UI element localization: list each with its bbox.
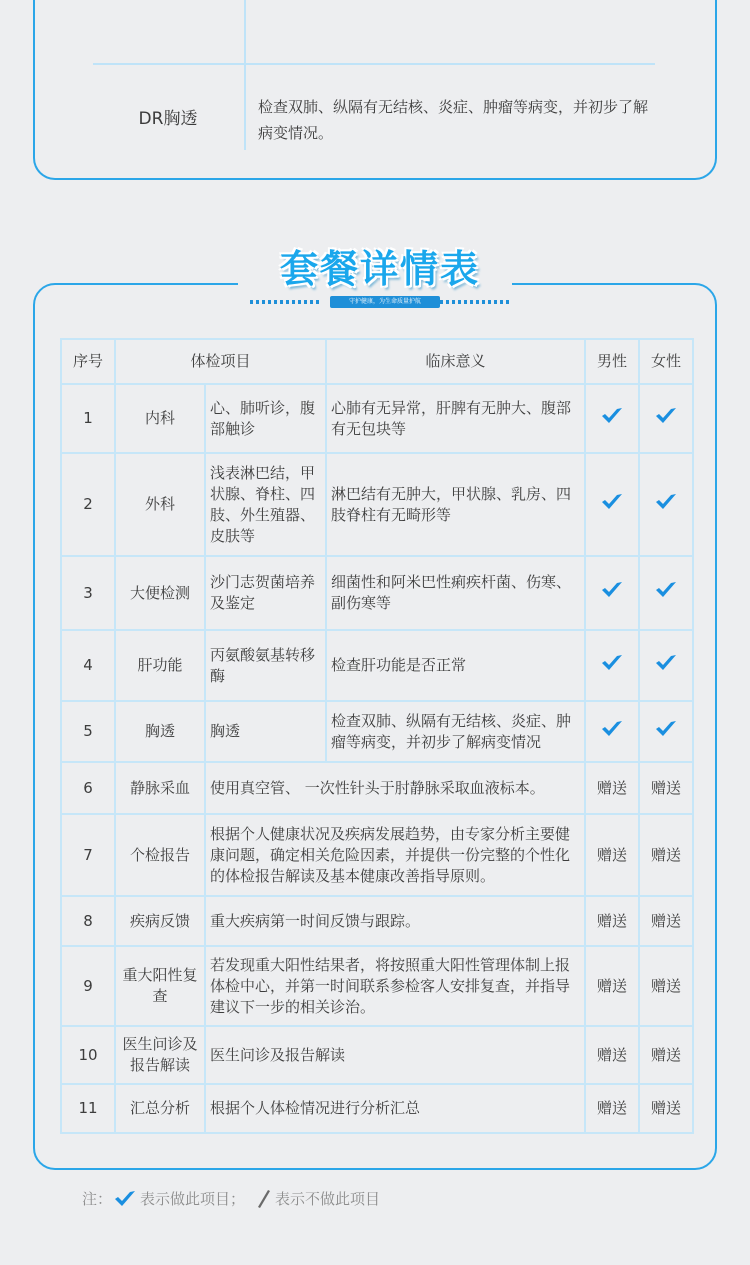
row-female: 赠送 — [639, 896, 693, 946]
row-item: 医生问诊及报告解读 — [205, 1026, 585, 1084]
top-divider-vertical — [244, 0, 246, 150]
table-row — [61, 814, 693, 896]
row-item: 若发现重大阳性结果者，将按照重大阳性管理体制上报体检中心，并第一时间联系参检客人安排复查，并指导建议下一步的相关诊治。 — [205, 946, 585, 1026]
check-icon — [655, 492, 677, 512]
table-row — [61, 701, 693, 762]
row-no: 6 — [61, 762, 115, 814]
row-no: 4 — [61, 630, 115, 701]
row-female — [639, 630, 693, 701]
row-no: 8 — [61, 896, 115, 946]
title-stripes-left — [250, 300, 320, 304]
row-male: 赠送 — [585, 762, 639, 814]
row-category: 汇总分析 — [115, 1084, 205, 1133]
row-item: 重大疾病第一时间反馈与跟踪。 — [205, 896, 585, 946]
row-male: 赠送 — [585, 814, 639, 896]
row-female — [639, 453, 693, 556]
row-category: 个检报告 — [115, 814, 205, 896]
row-no: 3 — [61, 556, 115, 630]
row-male: 赠送 — [585, 896, 639, 946]
check-icon — [601, 406, 623, 426]
header-female: 女性 — [639, 339, 693, 384]
note-prefix: 注： — [82, 1190, 113, 1208]
top-card — [33, 0, 717, 180]
row-no: 10 — [61, 1026, 115, 1084]
row-category: 大便检测 — [115, 556, 205, 630]
row-male: 赠送 — [585, 1026, 639, 1084]
header-no: 序号 — [61, 339, 115, 384]
check-icon — [601, 719, 623, 739]
header-meaning: 临床意义 — [326, 339, 585, 384]
table-row — [61, 1084, 693, 1133]
row-category: 静脉采血 — [115, 762, 205, 814]
row-female: 赠送 — [639, 1026, 693, 1084]
row-male: 赠送 — [585, 946, 639, 1026]
row-male — [585, 384, 639, 453]
table-row — [61, 896, 693, 946]
row-item: 使用真空管、 一次性针头于肘静脉采取血液标本。 — [205, 762, 585, 814]
row-item: 丙氨酸氨基转移酶 — [205, 630, 326, 701]
row-male: 赠送 — [585, 1084, 639, 1133]
title-banner-text: 守护健康，为生命质量护航 — [348, 298, 421, 305]
table-row — [61, 946, 693, 1026]
row-meaning: 细菌性和阿米巴性痢疾杆菌、伤寒、副伤寒等 — [326, 556, 585, 630]
row-male — [585, 556, 639, 630]
check-icon — [601, 653, 623, 673]
row-female: 赠送 — [639, 814, 693, 896]
row-male — [585, 453, 639, 556]
row-item: 根据个人体检情况进行分析汇总 — [205, 1084, 585, 1133]
row-meaning: 心肺有无异常，肝脾有无肿大、腹部有无包块等 — [326, 384, 585, 453]
top-divider-horizontal — [93, 63, 655, 65]
top-item-label: DR胸透 — [138, 109, 198, 129]
slash-icon — [257, 1189, 271, 1209]
package-detail-table — [60, 338, 694, 1134]
check-icon — [114, 1189, 136, 1209]
table-header-row — [61, 339, 693, 384]
row-item: 沙门志贺菌培养及鉴定 — [205, 556, 326, 630]
note-check-text: 表示做此项目； — [140, 1190, 246, 1208]
legend-note — [82, 1188, 380, 1209]
row-female — [639, 556, 693, 630]
row-no: 9 — [61, 946, 115, 1026]
row-category: 外科 — [115, 453, 205, 556]
header-item: 体检项目 — [115, 339, 326, 384]
row-item: 心、肺听诊，腹部触诊 — [205, 384, 326, 453]
table-row — [61, 1026, 693, 1084]
row-no: 7 — [61, 814, 115, 896]
row-female — [639, 384, 693, 453]
row-no: 1 — [61, 384, 115, 453]
row-meaning: 检查肝功能是否正常 — [326, 630, 585, 701]
title-stripes-right — [440, 300, 510, 304]
header-male: 男性 — [585, 339, 639, 384]
table-row — [61, 384, 693, 453]
section-title-text: 套餐详情表 — [279, 247, 480, 291]
row-male — [585, 630, 639, 701]
check-icon — [601, 580, 623, 600]
check-icon — [655, 580, 677, 600]
check-icon — [655, 719, 677, 739]
check-icon — [601, 492, 623, 512]
row-category: 胸透 — [115, 701, 205, 762]
row-meaning: 淋巴结有无肿大，甲状腺、乳房、四肢脊柱有无畸形等 — [326, 453, 585, 556]
row-female: 赠送 — [639, 762, 693, 814]
check-icon — [655, 406, 677, 426]
row-no: 5 — [61, 701, 115, 762]
table-row — [61, 762, 693, 814]
row-item: 根据个人健康状况及疾病发展趋势，由专家分析主要健康问题，确定相关危险因素，并提供一份完整的个性化的体检报告解读及基本健康改善指导原则。 — [205, 814, 585, 896]
row-category: 医生问诊及报告解读 — [115, 1026, 205, 1084]
table-row — [61, 630, 693, 701]
row-item: 胸透 — [205, 701, 326, 762]
section-title — [250, 238, 510, 318]
row-no: 11 — [61, 1084, 115, 1133]
row-female: 赠送 — [639, 946, 693, 1026]
row-category: 重大阳性复查 — [115, 946, 205, 1026]
row-item: 浅表淋巴结，甲状腺、脊柱、四肢、外生殖器、皮肤等 — [205, 453, 326, 556]
table-row — [61, 453, 693, 556]
row-meaning: 检查双肺、纵隔有无结核、炎症、肿瘤等病变，并初步了解病变情况 — [326, 701, 585, 762]
note-slash-text: 表示不做此项目 — [275, 1190, 381, 1208]
row-category: 内科 — [115, 384, 205, 453]
row-category: 疾病反馈 — [115, 896, 205, 946]
table-row — [61, 556, 693, 630]
row-female — [639, 701, 693, 762]
top-item-desc: 检查双肺、纵隔有无结核、炎症、肿瘤等病变，并初步了解病变情况。 — [258, 98, 649, 142]
check-icon — [655, 653, 677, 673]
row-no: 2 — [61, 453, 115, 556]
row-female: 赠送 — [639, 1084, 693, 1133]
row-category: 肝功能 — [115, 630, 205, 701]
row-male — [585, 701, 639, 762]
